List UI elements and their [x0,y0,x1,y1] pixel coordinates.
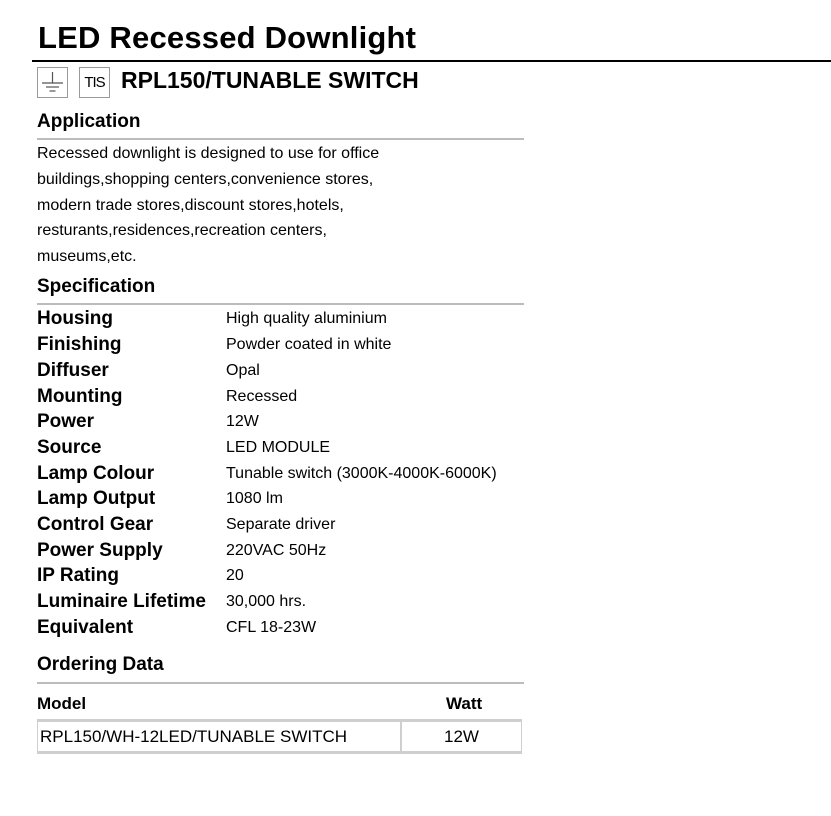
spec-label-luminaire-lifetime: Luminaire Lifetime [37,591,206,612]
spec-label-power-supply: Power Supply [37,540,163,561]
spec-label-lamp-output: Lamp Output [37,488,156,509]
spec-label-control-gear: Control Gear [37,514,154,535]
specification-divider [37,303,524,305]
spec-value-mounting: Recessed [226,388,298,405]
application-line: modern trade stores,discount stores,hotels, [37,197,344,214]
title-divider [32,60,831,62]
spec-label-finishing: Finishing [37,334,122,355]
spec-value-lamp-output: 1080 lm [226,490,283,507]
application-line: buildings,shopping centers,convenience stores, [37,171,374,188]
specification-heading: Specification [37,276,156,297]
spec-value-luminaire-lifetime: 30,000 hrs. [226,593,307,610]
column-header-watt: Watt [446,694,483,713]
spec-label-mounting: Mounting [37,386,123,407]
spec-value-power-supply: 220VAC 50Hz [226,542,327,559]
spec-value-ip-rating: 20 [226,567,244,584]
ordering-heading: Ordering Data [37,654,164,675]
spec-label-diffuser: Diffuser [37,360,109,381]
table-row [37,719,522,754]
spec-label-equivalent: Equivalent [37,617,134,638]
column-header-model: Model [37,694,87,713]
ground-badge [37,67,68,98]
spec-value-equivalent: CFL 18-23W [226,619,317,636]
spec-label-source: Source [37,437,102,458]
spec-value-finishing: Powder coated in white [226,336,392,353]
spec-value-lamp-colour: Tunable switch (3000K-4000K-6000K) [226,465,497,482]
page-title: LED Recessed Downlight [38,20,417,55]
application-heading: Application [37,111,141,132]
spec-label-ip-rating: IP Rating [37,565,119,586]
spec-label-lamp-colour: Lamp Colour [37,463,155,484]
spec-value-source: LED MODULE [226,439,331,456]
column-divider [400,722,402,751]
tis-badge [79,67,110,98]
model-heading: RPL150/TUNABLE SWITCH [121,67,419,93]
cell-model: RPL150/WH-12LED/TUNABLE SWITCH [40,727,348,746]
spec-value-diffuser: Opal [226,362,260,379]
application-line: Recessed downlight is designed to use for office [37,145,380,162]
ordering-divider [37,682,524,684]
spec-value-control-gear: Separate driver [226,516,336,533]
application-divider [37,138,524,140]
cell-watt: 12W [444,727,479,746]
earth-ground-icon [38,68,67,97]
spec-label-power: Power [37,411,95,432]
tis-label: TIS [84,74,105,91]
spec-label-housing: Housing [37,308,113,329]
application-line: museums,etc. [37,248,137,265]
spec-value-housing: High quality aluminium [226,310,387,327]
spec-value-power: 12W [226,413,259,430]
application-line: resturants,residences,recreation centers, [37,222,327,239]
